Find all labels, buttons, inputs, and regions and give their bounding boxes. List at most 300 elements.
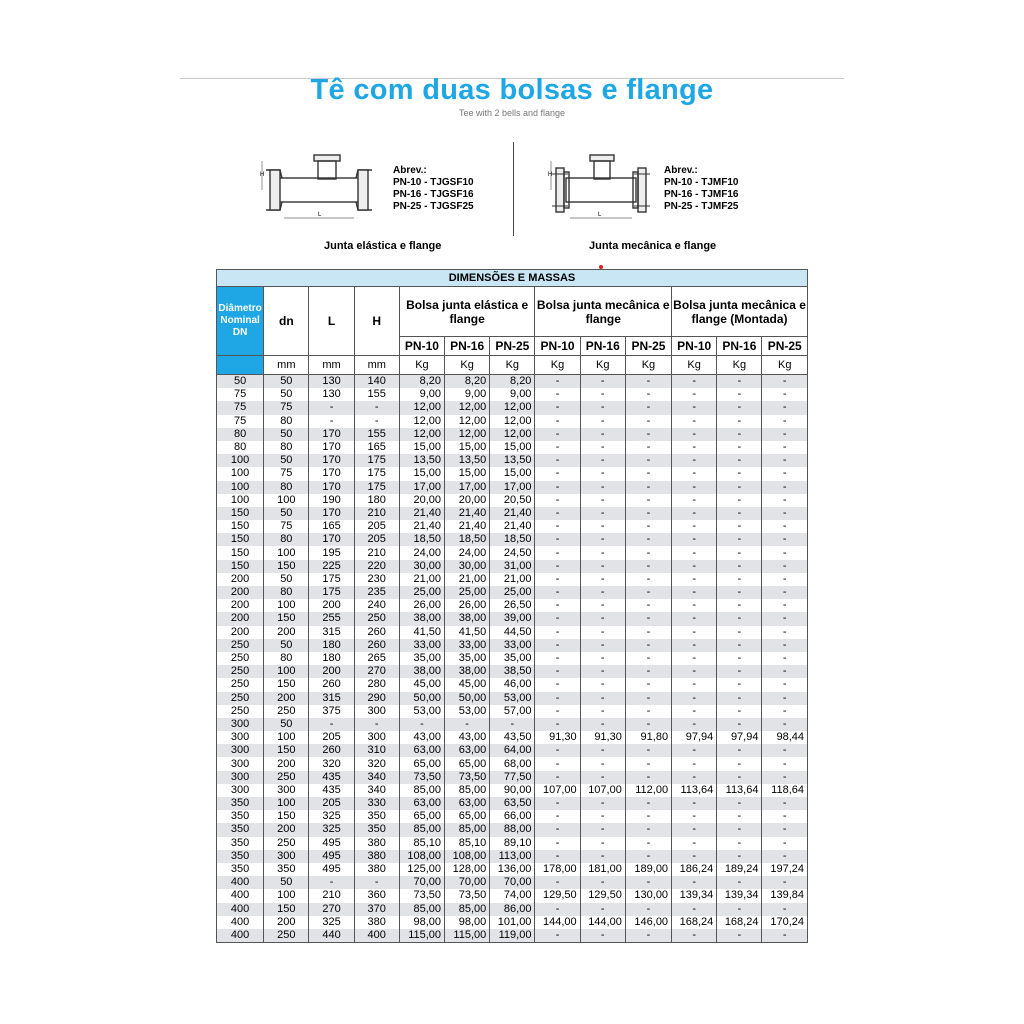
right-figure-caption: Junta mecânica e flange bbox=[589, 240, 717, 252]
table-cell: - bbox=[535, 612, 580, 625]
unit-cell: Kg bbox=[762, 356, 808, 375]
table-cell: 435 bbox=[309, 771, 354, 784]
table-row bbox=[217, 599, 808, 612]
table-cell: 210 bbox=[354, 546, 399, 559]
table-cell: 63,00 bbox=[399, 744, 444, 757]
table-cell: - bbox=[399, 718, 444, 731]
table-cell: 380 bbox=[354, 863, 399, 876]
table-cell: 150 bbox=[264, 744, 309, 757]
table-cell: - bbox=[354, 876, 399, 889]
table-cell: - bbox=[580, 705, 625, 718]
table-cell: - bbox=[535, 744, 580, 757]
table-cell: - bbox=[625, 586, 671, 599]
table-cell: - bbox=[762, 626, 808, 639]
table-row bbox=[217, 441, 808, 454]
table-cell: 325 bbox=[309, 810, 354, 823]
table-row bbox=[217, 507, 808, 520]
table-cell: - bbox=[717, 929, 762, 943]
table-cell: 144,00 bbox=[535, 916, 580, 929]
table-cell: - bbox=[625, 837, 671, 850]
table-cell: 75 bbox=[264, 401, 309, 414]
left-figure-caption: Junta elástica e flange bbox=[324, 240, 442, 252]
table-cell: 300 bbox=[264, 850, 309, 863]
table-cell: - bbox=[580, 823, 625, 836]
table-cell: - bbox=[625, 876, 671, 889]
table-cell: 43,00 bbox=[399, 731, 444, 744]
header-dn: dn bbox=[264, 287, 309, 356]
table-cell: 320 bbox=[354, 757, 399, 770]
table-cell: 21,40 bbox=[445, 507, 490, 520]
table-row bbox=[217, 533, 808, 546]
table-cell: 50 bbox=[264, 388, 309, 401]
table-body bbox=[217, 375, 808, 943]
table-cell: 50 bbox=[217, 375, 264, 389]
table-cell: 200 bbox=[309, 665, 354, 678]
table-cell: - bbox=[625, 744, 671, 757]
table-cell: - bbox=[672, 626, 717, 639]
table-cell: 235 bbox=[354, 586, 399, 599]
table-cell: 70,00 bbox=[445, 876, 490, 889]
table-cell: 9,00 bbox=[445, 388, 490, 401]
table-cell: 85,00 bbox=[399, 903, 444, 916]
table-cell: - bbox=[717, 797, 762, 810]
table-cell: 100 bbox=[264, 797, 309, 810]
table-cell: 310 bbox=[354, 744, 399, 757]
table-cell: - bbox=[535, 599, 580, 612]
table-cell: 18,50 bbox=[490, 533, 535, 546]
table-cell: 98,00 bbox=[445, 916, 490, 929]
table-cell: - bbox=[717, 757, 762, 770]
table-cell: - bbox=[762, 520, 808, 533]
table-cell: - bbox=[672, 678, 717, 691]
table-cell: - bbox=[762, 771, 808, 784]
table-cell: 38,00 bbox=[445, 612, 490, 625]
table-row bbox=[217, 428, 808, 441]
table-cell: 300 bbox=[217, 771, 264, 784]
table-cell: - bbox=[580, 718, 625, 731]
table-cell: 320 bbox=[309, 757, 354, 770]
table-cell: - bbox=[672, 612, 717, 625]
table-cell: 46,00 bbox=[490, 678, 535, 691]
table-cell: - bbox=[580, 428, 625, 441]
table-cell: 100 bbox=[264, 494, 309, 507]
table-cell: - bbox=[717, 586, 762, 599]
table-cell: - bbox=[717, 612, 762, 625]
table-row bbox=[217, 903, 808, 916]
table-cell: - bbox=[580, 375, 625, 389]
table-row bbox=[217, 718, 808, 731]
table-cell: 21,40 bbox=[399, 507, 444, 520]
table-cell: 100 bbox=[264, 889, 309, 902]
table-cell: 50,00 bbox=[399, 692, 444, 705]
table-cell: 350 bbox=[217, 863, 264, 876]
table-cell: 370 bbox=[354, 903, 399, 916]
table-cell: 200 bbox=[264, 692, 309, 705]
table-cell: - bbox=[625, 560, 671, 573]
table-cell: - bbox=[354, 415, 399, 428]
table-row bbox=[217, 494, 808, 507]
table-cell: - bbox=[762, 612, 808, 625]
table-cell: - bbox=[625, 652, 671, 665]
table-cell: 63,50 bbox=[490, 797, 535, 810]
table-cell: 170 bbox=[309, 533, 354, 546]
abbrev-pn16: PN-16 - TJGSF16 bbox=[393, 189, 474, 200]
table-cell: - bbox=[580, 837, 625, 850]
table-cell: - bbox=[580, 533, 625, 546]
table-cell: 260 bbox=[309, 744, 354, 757]
table-cell: 21,40 bbox=[399, 520, 444, 533]
table-cell: - bbox=[535, 560, 580, 573]
table-cell: - bbox=[625, 665, 671, 678]
table-cell: - bbox=[762, 692, 808, 705]
table-cell: - bbox=[672, 428, 717, 441]
table-cell: - bbox=[717, 678, 762, 691]
table-cell: 18,50 bbox=[445, 533, 490, 546]
table-cell: 26,50 bbox=[490, 599, 535, 612]
header-pn: PN-16 bbox=[580, 337, 625, 356]
table-cell: 130,00 bbox=[625, 889, 671, 902]
header-pn: PN-16 bbox=[717, 337, 762, 356]
table-cell: 107,00 bbox=[535, 784, 580, 797]
table-cell: 300 bbox=[217, 784, 264, 797]
table-cell: - bbox=[672, 665, 717, 678]
table-cell: 98,44 bbox=[762, 731, 808, 744]
table-cell: 91,30 bbox=[580, 731, 625, 744]
table-cell: 20,00 bbox=[445, 494, 490, 507]
table-cell: - bbox=[580, 441, 625, 454]
table-cell: 325 bbox=[309, 823, 354, 836]
table-row bbox=[217, 665, 808, 678]
table-cell: 200 bbox=[217, 586, 264, 599]
table-cell: 35,00 bbox=[399, 652, 444, 665]
table-cell: 33,00 bbox=[490, 639, 535, 652]
table-cell: 240 bbox=[354, 599, 399, 612]
table-cell: 91,80 bbox=[625, 731, 671, 744]
table-cell: - bbox=[625, 757, 671, 770]
table-cell: - bbox=[672, 692, 717, 705]
table-cell: - bbox=[762, 401, 808, 414]
table-cell: - bbox=[309, 415, 354, 428]
table-cell: 150 bbox=[217, 546, 264, 559]
table-cell: 113,00 bbox=[490, 850, 535, 863]
table-cell: 21,00 bbox=[490, 573, 535, 586]
table-cell: 495 bbox=[309, 837, 354, 850]
table-cell: - bbox=[625, 507, 671, 520]
table-cell: 115,00 bbox=[445, 929, 490, 943]
table-cell: 181,00 bbox=[580, 863, 625, 876]
table-cell: - bbox=[672, 586, 717, 599]
table-cell: - bbox=[580, 665, 625, 678]
table-cell: 205 bbox=[354, 533, 399, 546]
table-cell: - bbox=[625, 718, 671, 731]
table-cell: 205 bbox=[354, 520, 399, 533]
table-cell: 12,00 bbox=[490, 415, 535, 428]
table-cell: 30,00 bbox=[445, 560, 490, 573]
table-cell: 270 bbox=[309, 903, 354, 916]
table-cell: 50 bbox=[264, 428, 309, 441]
table-cell: 144,00 bbox=[580, 916, 625, 929]
table-cell: 118,64 bbox=[762, 784, 808, 797]
table-cell: - bbox=[625, 797, 671, 810]
table-cell: - bbox=[625, 494, 671, 507]
unit-cell: Kg bbox=[717, 356, 762, 375]
unit-cell: Kg bbox=[490, 356, 535, 375]
table-cell: 39,00 bbox=[490, 612, 535, 625]
table-cell: 250 bbox=[217, 678, 264, 691]
table-cell: 25,00 bbox=[399, 586, 444, 599]
table-cell: 350 bbox=[264, 863, 309, 876]
table-cell: - bbox=[354, 401, 399, 414]
table-cell: 24,50 bbox=[490, 546, 535, 559]
table-cell: 360 bbox=[354, 889, 399, 902]
table-cell: - bbox=[580, 494, 625, 507]
table-cell: - bbox=[717, 718, 762, 731]
table-cell: 255 bbox=[309, 612, 354, 625]
table-cell: 75 bbox=[217, 401, 264, 414]
table-cell: - bbox=[580, 467, 625, 480]
table-cell: 250 bbox=[354, 612, 399, 625]
table-cell: 340 bbox=[354, 784, 399, 797]
table-cell: - bbox=[672, 810, 717, 823]
table-cell: 77,50 bbox=[490, 771, 535, 784]
table-cell: - bbox=[717, 837, 762, 850]
table-cell: - bbox=[672, 744, 717, 757]
table-cell: - bbox=[762, 837, 808, 850]
table-cell: 225 bbox=[309, 560, 354, 573]
table-cell: 325 bbox=[309, 916, 354, 929]
table-cell: 300 bbox=[217, 757, 264, 770]
table-cell: 200 bbox=[217, 573, 264, 586]
table-cell: 350 bbox=[217, 823, 264, 836]
table-cell: 26,00 bbox=[445, 599, 490, 612]
table-cell: 85,00 bbox=[399, 784, 444, 797]
table-cell: - bbox=[535, 652, 580, 665]
table-cell: - bbox=[535, 481, 580, 494]
table-cell: 12,00 bbox=[445, 401, 490, 414]
table-cell: 380 bbox=[354, 837, 399, 850]
table-cell: 15,00 bbox=[490, 467, 535, 480]
table-cell: 350 bbox=[217, 837, 264, 850]
table-row bbox=[217, 546, 808, 559]
table-row bbox=[217, 678, 808, 691]
table-cell: 15,00 bbox=[490, 441, 535, 454]
table-cell: - bbox=[717, 599, 762, 612]
table-cell: - bbox=[580, 612, 625, 625]
table-cell: 80 bbox=[217, 441, 264, 454]
table-cell: 73,50 bbox=[445, 889, 490, 902]
table-cell: 250 bbox=[264, 929, 309, 943]
table-cell: - bbox=[717, 876, 762, 889]
table-cell: - bbox=[535, 520, 580, 533]
table-cell: - bbox=[762, 850, 808, 863]
table-cell: 41,50 bbox=[399, 626, 444, 639]
table-cell: 53,00 bbox=[445, 705, 490, 718]
table-cell: - bbox=[672, 573, 717, 586]
table-cell: 186,24 bbox=[672, 863, 717, 876]
table-cell: 140 bbox=[354, 375, 399, 389]
header-pn: PN-16 bbox=[445, 337, 490, 356]
table-cell: - bbox=[672, 375, 717, 389]
table-cell: 12,00 bbox=[445, 428, 490, 441]
table-cell: 495 bbox=[309, 863, 354, 876]
table-cell: - bbox=[762, 797, 808, 810]
table-cell: - bbox=[672, 415, 717, 428]
table-cell: 65,00 bbox=[445, 810, 490, 823]
table-cell: - bbox=[580, 850, 625, 863]
table-cell: 75 bbox=[217, 415, 264, 428]
table-cell: 200 bbox=[264, 757, 309, 770]
table-cell: - bbox=[672, 533, 717, 546]
table-cell: 150 bbox=[264, 560, 309, 573]
tee-mechanical-joint-drawing bbox=[548, 152, 650, 224]
table-cell: 45,00 bbox=[399, 678, 444, 691]
table-cell: 250 bbox=[264, 837, 309, 850]
table-cell: 250 bbox=[264, 705, 309, 718]
table-cell: - bbox=[717, 771, 762, 784]
table-cell: 12,00 bbox=[399, 401, 444, 414]
table-cell: 210 bbox=[354, 507, 399, 520]
table-cell: 88,00 bbox=[490, 823, 535, 836]
table-cell: 85,10 bbox=[445, 837, 490, 850]
table-cell: 300 bbox=[217, 744, 264, 757]
table-cell: - bbox=[717, 546, 762, 559]
table-cell: - bbox=[535, 507, 580, 520]
table-cell: 350 bbox=[354, 823, 399, 836]
table-cell: 20,00 bbox=[399, 494, 444, 507]
table-cell: - bbox=[762, 428, 808, 441]
table-cell: 250 bbox=[217, 639, 264, 652]
table-cell: 100 bbox=[264, 546, 309, 559]
table-cell: 17,00 bbox=[490, 481, 535, 494]
figure-divider bbox=[513, 142, 514, 236]
table-cell: - bbox=[762, 415, 808, 428]
table-cell: - bbox=[535, 771, 580, 784]
table-cell: - bbox=[762, 757, 808, 770]
table-cell: 200 bbox=[309, 599, 354, 612]
table-cell: - bbox=[762, 718, 808, 731]
table-cell: 139,34 bbox=[717, 889, 762, 902]
table-cell: 38,00 bbox=[399, 612, 444, 625]
table-cell: 8,20 bbox=[490, 375, 535, 389]
table-cell: 189,00 bbox=[625, 863, 671, 876]
table-cell: - bbox=[625, 771, 671, 784]
table-cell: 190 bbox=[309, 494, 354, 507]
table-cell: 15,00 bbox=[399, 467, 444, 480]
table-cell: 70,00 bbox=[490, 876, 535, 889]
table-cell: 97,94 bbox=[717, 731, 762, 744]
table-cell: - bbox=[580, 652, 625, 665]
table-banner: DIMENSÕES E MASSAS bbox=[217, 270, 808, 287]
table-cell: 25,00 bbox=[490, 586, 535, 599]
table-cell: - bbox=[762, 454, 808, 467]
table-row bbox=[217, 731, 808, 744]
table-cell: - bbox=[762, 744, 808, 757]
table-cell: - bbox=[625, 612, 671, 625]
table-row bbox=[217, 744, 808, 757]
table-cell: 115,00 bbox=[399, 929, 444, 943]
table-cell: - bbox=[580, 573, 625, 586]
table-row bbox=[217, 823, 808, 836]
table-cell: - bbox=[535, 850, 580, 863]
table-cell: 113,64 bbox=[717, 784, 762, 797]
table-cell: 130 bbox=[309, 388, 354, 401]
table-cell: - bbox=[535, 533, 580, 546]
table-cell: 260 bbox=[354, 639, 399, 652]
table-cell: - bbox=[625, 441, 671, 454]
table-cell: 380 bbox=[354, 916, 399, 929]
table-cell: 65,00 bbox=[445, 757, 490, 770]
table-cell: - bbox=[580, 586, 625, 599]
table-cell: - bbox=[717, 533, 762, 546]
table-cell: 85,00 bbox=[445, 903, 490, 916]
table-cell: 68,00 bbox=[490, 757, 535, 770]
table-cell: 170 bbox=[309, 454, 354, 467]
unit-cell: mm bbox=[309, 356, 354, 375]
dimension-h-label: H bbox=[548, 172, 553, 178]
table-cell: 205 bbox=[309, 797, 354, 810]
table-cell: 107,00 bbox=[580, 784, 625, 797]
table-row bbox=[217, 771, 808, 784]
table-cell: - bbox=[762, 546, 808, 559]
table-cell: - bbox=[580, 560, 625, 573]
table-cell: - bbox=[535, 810, 580, 823]
table-cell: - bbox=[672, 705, 717, 718]
table-cell: 150 bbox=[264, 903, 309, 916]
table-cell: 119,00 bbox=[490, 929, 535, 943]
table-cell: 80 bbox=[264, 652, 309, 665]
table-cell: - bbox=[625, 481, 671, 494]
table-cell: 12,00 bbox=[490, 401, 535, 414]
table-cell: 100 bbox=[217, 467, 264, 480]
table-cell: - bbox=[762, 441, 808, 454]
table-cell: 26,00 bbox=[399, 599, 444, 612]
table-row bbox=[217, 639, 808, 652]
table-cell: - bbox=[672, 718, 717, 731]
table-cell: - bbox=[762, 665, 808, 678]
table-cell: - bbox=[625, 428, 671, 441]
table-cell: 300 bbox=[264, 784, 309, 797]
table-cell: 63,00 bbox=[445, 744, 490, 757]
table-cell: 230 bbox=[354, 573, 399, 586]
table-cell: 65,00 bbox=[399, 810, 444, 823]
table-cell: - bbox=[717, 639, 762, 652]
dimension-h-label: H bbox=[260, 172, 265, 178]
table-cell: 165 bbox=[309, 520, 354, 533]
table-cell: 200 bbox=[217, 599, 264, 612]
table-cell: 330 bbox=[354, 797, 399, 810]
unit-cell: Kg bbox=[625, 356, 671, 375]
table-cell: - bbox=[625, 467, 671, 480]
table-cell: 175 bbox=[354, 481, 399, 494]
table-cell: - bbox=[717, 388, 762, 401]
table-cell: - bbox=[717, 520, 762, 533]
header-group-mechanical: Bolsa junta mecânica e flange bbox=[535, 287, 672, 337]
table-cell: 8,20 bbox=[399, 375, 444, 389]
unit-cell: Kg bbox=[445, 356, 490, 375]
table-cell: 280 bbox=[354, 678, 399, 691]
table-cell: 12,00 bbox=[490, 428, 535, 441]
table-cell: 189,24 bbox=[717, 863, 762, 876]
table-cell: - bbox=[625, 546, 671, 559]
table-cell: 15,00 bbox=[399, 441, 444, 454]
table-cell: 170,24 bbox=[762, 916, 808, 929]
table-cell: 73,50 bbox=[399, 889, 444, 902]
table-cell: 340 bbox=[354, 771, 399, 784]
abbrev-pn25: PN-25 - TJMF25 bbox=[664, 201, 739, 212]
table-cell: 113,64 bbox=[672, 784, 717, 797]
table-cell: 168,24 bbox=[672, 916, 717, 929]
table-cell: 350 bbox=[217, 850, 264, 863]
